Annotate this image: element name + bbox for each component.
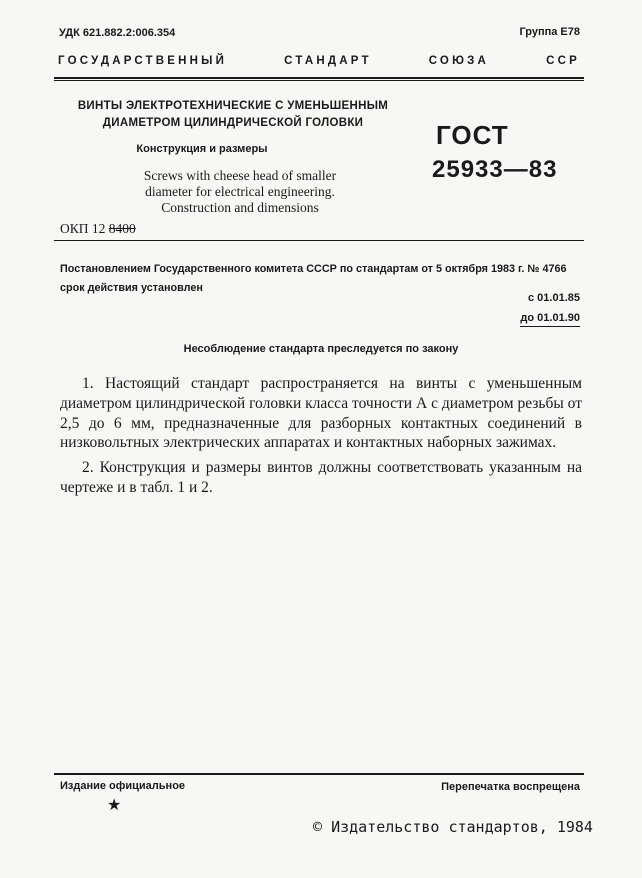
okp-label: ОКП bbox=[60, 221, 89, 236]
header-rule-thin bbox=[54, 80, 584, 81]
udk-code: УДК 621.882.2:006.354 bbox=[59, 27, 176, 39]
english-title-line: diameter for electrical engineering. bbox=[145, 184, 335, 199]
standard-word: ССР bbox=[546, 55, 580, 67]
footer-rule bbox=[54, 773, 584, 775]
okp-code-part: 12 bbox=[91, 221, 106, 236]
body-paragraph-1: 1. Настоящий стандарт распространяется на винты с уменьшенным диаметром цилиндрической головки класса точности А с диаметром резьбы от 2,5 до 6 мм, предназначенные для разборных контактных соединений в низковольтных электрических аппаратах и контактных наборных зажимах. bbox=[60, 375, 582, 452]
copyright-line bbox=[313, 818, 593, 836]
copyright-text: Издательство стандартов, 1984 bbox=[331, 818, 593, 836]
resolution-text: Постановлением Государственного комитета СССР по стандартам от 5 октября 1983 г. № 4766 срок действия установлен bbox=[60, 263, 567, 294]
gost-number: 25933—83 bbox=[432, 156, 558, 183]
russian-title-line: ВИНТЫ ЭЛЕКТРОТЕХНИЧЕСКИЕ С УМЕНЬШЕННЫМ bbox=[77, 100, 389, 112]
okp-code bbox=[60, 221, 136, 237]
standard-word: СТАНДАРТ bbox=[284, 55, 372, 67]
copyright-icon: © bbox=[313, 818, 323, 836]
group-code: Группа Е78 bbox=[519, 26, 580, 38]
russian-title bbox=[0, 98, 466, 132]
okp-code-part-struck: 8400 bbox=[108, 221, 136, 236]
header-rule-thick bbox=[54, 77, 584, 79]
star-icon: ★ bbox=[107, 797, 122, 814]
russian-subtitle: Конструкция и размеры bbox=[136, 143, 268, 155]
russian-title-line: ДИАМЕТРОМ ЦИЛИНДРИЧЕСКОЙ ГОЛОВКИ bbox=[102, 117, 364, 129]
prosecution-notice: Несоблюдение стандарта преследуется по закону bbox=[183, 343, 459, 355]
english-title-line: Construction and dimensions bbox=[161, 200, 319, 215]
english-title-line: Screws with cheese head of smaller bbox=[143, 168, 337, 183]
title-block-rule bbox=[54, 240, 584, 241]
reprint-prohibited-label: Перепечатка воспрещена bbox=[441, 781, 580, 793]
effective-date-from: с 01.01.85 bbox=[528, 292, 580, 304]
standard-word: СОЮЗА bbox=[428, 55, 490, 67]
english-title bbox=[0, 168, 480, 216]
effective-date-to: до 01.01.90 bbox=[520, 312, 580, 327]
official-edition-label: Издание официальное bbox=[60, 780, 186, 792]
gost-label: ГОСТ bbox=[436, 120, 509, 150]
standard-word: ГОСУДАРСТВЕННЫЙ bbox=[58, 55, 228, 67]
standard-header bbox=[58, 55, 580, 67]
body-paragraph-2: 2. Конструкция и размеры винтов должны соответствовать указанным на чертеже и в табл. 1 и 2. bbox=[60, 459, 582, 496]
